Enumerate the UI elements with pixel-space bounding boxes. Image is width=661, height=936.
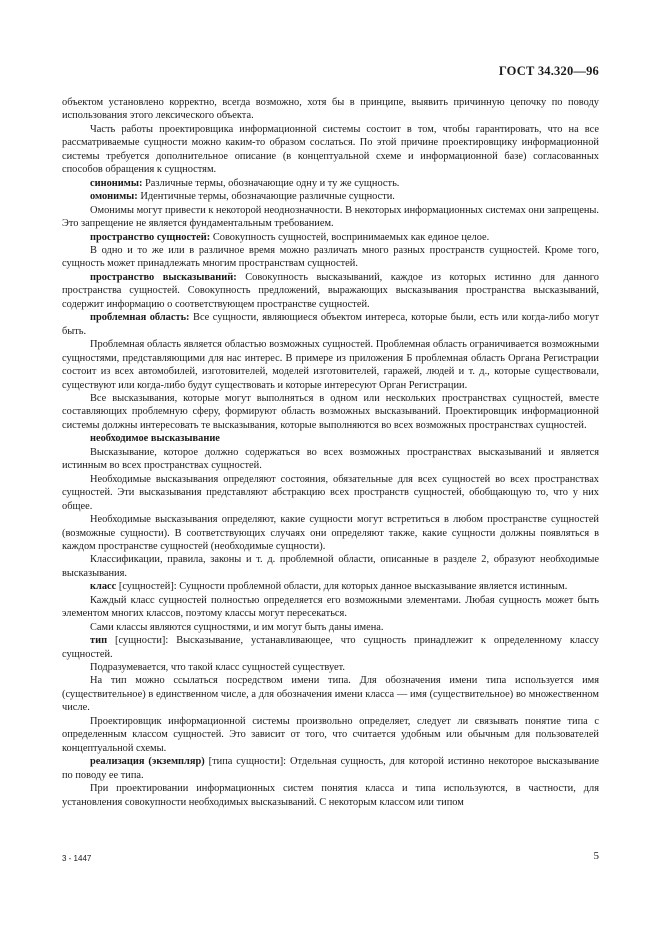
term: пространство высказываний: — [90, 271, 237, 283]
paragraph-text: Идентичные термы, обозначающие различные сущности. — [140, 191, 395, 203]
paragraph-text: Омонимы могут привести к некоторой неоднозначности. В некоторых информационных системах они запрещены. Это запрещение не является фундаментальным требованием. — [62, 204, 599, 230]
body-text — [62, 96, 599, 809]
term: класс — [90, 581, 117, 593]
paragraph-text: [сущности]: Высказывание, устанавливающее, что сущность принадлежит к определенному классу сущностей. — [62, 635, 599, 660]
paragraph — [62, 96, 599, 123]
paragraph — [62, 123, 599, 177]
footer-code: 3 - 1447 — [62, 854, 92, 863]
paragraph-text: Все высказывания, которые могут выполняться в одном или нескольких пространствах сущностей, вместе составляющих проблемную сферу, формируют область возможных высказываний. Проектировщик информационной системы должны интересовать те высказывания, которые выполняются во всех возможных пространствах сущностей. — [62, 392, 599, 431]
term: омонимы: — [90, 191, 138, 203]
paragraph-text: [типа сущности]: Отдельная сущность, для которой истинно некоторое высказывание по поводу ее типа. — [62, 756, 599, 781]
paragraph-text: Совокупность сущностей, воспринимаемых как единое целое. — [212, 231, 490, 243]
paragraph — [62, 204, 599, 231]
paragraph-text: Часть работы проектировщика информационной системы состоит в том, чтобы гарантировать, что на все рассматриваемые сущности можно каким-то образом сослаться. По этой причине проектировщику информационной системы требуется дополнительное описание (в концептуальной схеме и информационной базе) согласованных способов обращения к сущностям. — [62, 123, 599, 176]
paragraph-text: При проектировании информационных систем понятия класса и типа используются, в частности, для установления совокупности необходимых высказываний. С некоторым классом или типом — [62, 783, 599, 808]
paragraph — [62, 553, 599, 580]
paragraph-text: Необходимые высказывания определяют, какие сущности могут встретиться в любом пространстве сущностей (возможные сущности). В соответствующих случаях они определяют также, какие сущности должны появляться в каждом пространстве сущностей (необходимые сущности). — [62, 514, 599, 552]
paragraph-text: На тип можно ссылаться посредством имени типа. Для обозначения имени типа используется имя (существительное) в единственном числе, а для обозначения имени класса — имя (существительное) во множественном числе. — [62, 675, 599, 714]
paragraph — [62, 446, 599, 473]
paragraph — [62, 177, 599, 190]
paragraph — [62, 513, 599, 553]
term: необходимое высказывание — [90, 433, 220, 445]
paragraph-text: Подразумевается, что такой класс сущностей существует. — [90, 662, 345, 674]
paragraph — [62, 473, 599, 513]
paragraph — [62, 392, 599, 432]
term: синонимы: — [90, 177, 143, 189]
paragraph-text: Различные термы, обозначающие одну и ту же сущность. — [145, 177, 400, 189]
paragraph-text: Все сущности, являющиеся объектом интереса, которые были, есть или когда-либо могут быть. — [62, 312, 599, 337]
paragraph — [62, 190, 599, 203]
paragraph-text: Проектировщик информационной системы произвольно определяет, следует ли связывать понятие типа с определенным классом сущностей. Это зависит от того, что считается удобным или обычным для пользователей концептуальной схемы. — [62, 715, 599, 754]
paragraph — [62, 674, 599, 714]
paragraph — [62, 338, 599, 392]
paragraph-text: Каждый класс сущностей полностью определяется его возможными элементами. Любая сущность может быть элементом многих классов, поэтому классы могут пересекаться. — [62, 594, 599, 620]
paragraph-text: Необходимые высказывания определяют состояния, обязательные для всех сущностей во всех пространствах сущностей. Эти высказывания представляют абстракцию всех пространств сущностей, обобщающую то, что у них общее. — [62, 473, 599, 512]
paragraph-text: объектом установлено корректно, всегда возможно, хотя бы в принципе, выявить причинную цепочку по поводу использования этого лексического объекта. — [62, 97, 599, 122]
paragraph-text: Совокупность высказываний, каждое из которых истинно для данного пространства сущностей. Совокупность предложений, выражающих высказывания пространства высказываний, содержит информацию о соответствующем пространстве сущностей. — [62, 271, 599, 310]
paragraph — [62, 621, 599, 634]
paragraph — [62, 432, 599, 445]
paragraph — [62, 634, 599, 661]
paragraph-text: Классификации, правила, законы и т. д. проблемной области, описанные в разделе 2, образуют необходимые высказывания. — [62, 554, 599, 579]
paragraph-text: [сущностей]: Сущности проблемной области, для которых данное высказывание является истинным. — [118, 581, 568, 593]
paragraph-text: Высказывание, которое должно содержаться во всех возможных пространствах высказываний и является истинным во всех пространствах сущностей. — [62, 446, 599, 472]
term: проблемная область: — [90, 312, 190, 324]
paragraph-text: Сами классы являются сущностями, и им могут быть даны имена. — [90, 621, 384, 633]
term: тип — [90, 635, 108, 647]
page-number: 5 — [593, 850, 599, 862]
paragraph — [62, 580, 599, 593]
term: пространство сущностей: — [90, 231, 211, 243]
paragraph — [62, 231, 599, 244]
paragraph — [62, 311, 599, 338]
paragraph — [62, 755, 599, 782]
paragraph-text: Проблемная область является областью возможных сущностей. Проблемная область ограничивается возможными сущностями, представляющими для нас интерес. В примере из приложения Б проблемная область Органа Регистрации состоит из всех автомобилей, изготовителей, моделей изготовителей, гаражей, людей и т. д., которые существовали, существуют или когда-либо будут существовать и которые интересуют Орган Регистрации. — [62, 339, 599, 391]
paragraph — [62, 782, 599, 809]
term: реализация (экземпляр) — [90, 756, 205, 768]
paragraph — [62, 661, 599, 674]
paragraph — [62, 594, 599, 621]
paragraph-text: В одно и то же или в различное время можно различать много разных пространств сущностей. Кроме того, сущность может принадлежать многим пространствам сущностей. — [62, 244, 599, 270]
paragraph — [62, 715, 599, 755]
standard-header: ГОСТ 34.320—96 — [498, 64, 599, 78]
paragraph — [62, 244, 599, 271]
paragraph — [62, 271, 599, 311]
